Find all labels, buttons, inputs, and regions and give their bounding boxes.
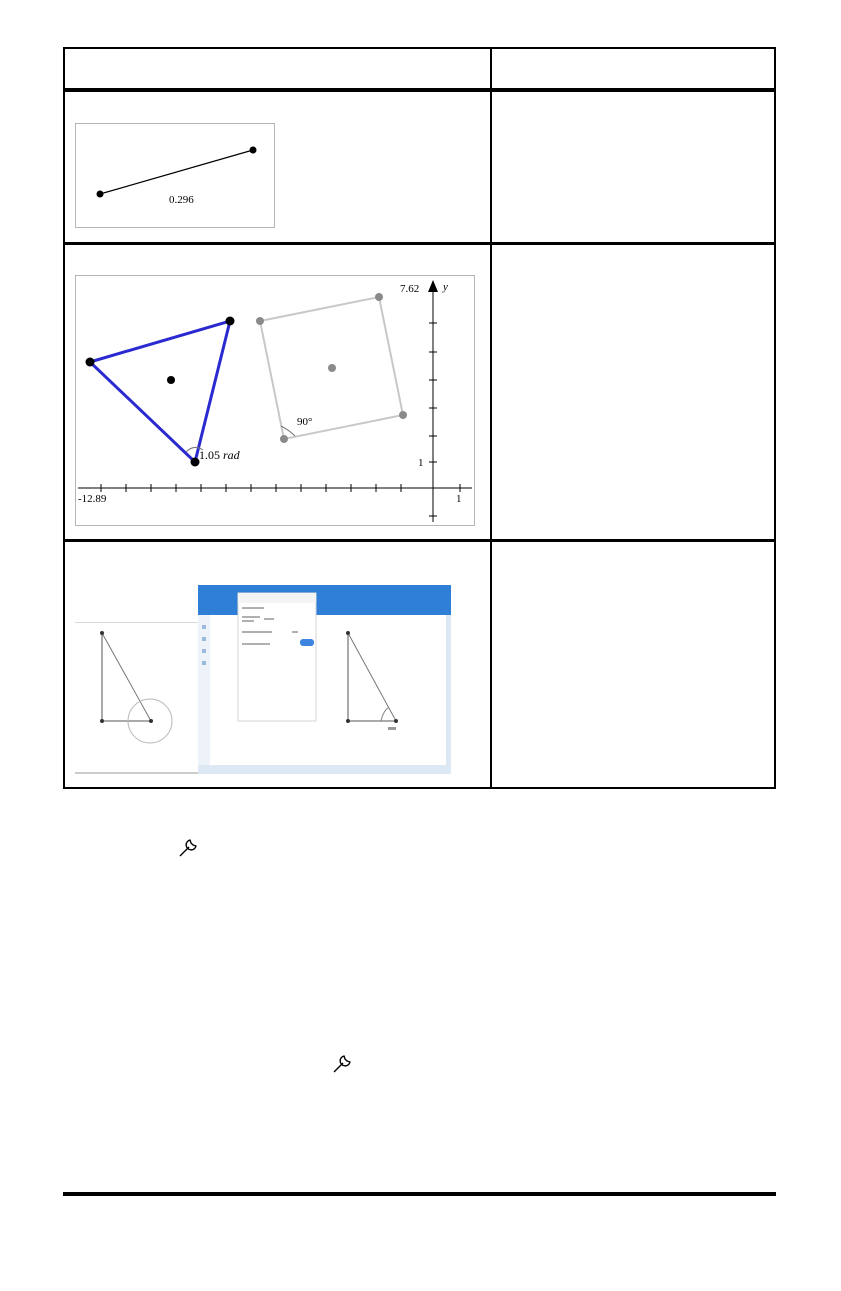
footer-rule bbox=[63, 1192, 776, 1196]
table-row-rule bbox=[63, 242, 776, 245]
app-left-view bbox=[75, 622, 199, 775]
table-row-rule bbox=[63, 539, 776, 542]
angle-radian-label: 1.05 rad bbox=[199, 448, 240, 462]
x-min-label: -12.89 bbox=[78, 493, 107, 505]
triangle bbox=[90, 321, 230, 462]
triangle-vertex bbox=[86, 358, 95, 367]
table-header-rule bbox=[63, 88, 776, 92]
y-axis-arrow bbox=[428, 280, 438, 292]
app-left-svg bbox=[75, 623, 199, 775]
x-one-label: 1 bbox=[456, 493, 462, 505]
wrench-icon bbox=[330, 1052, 354, 1076]
square-vertex bbox=[280, 435, 288, 443]
app-header-bar bbox=[198, 585, 451, 615]
y-one-label: 1 bbox=[418, 457, 424, 469]
angle-degree-label: 90° bbox=[297, 416, 313, 428]
segment-endpoint bbox=[250, 147, 257, 154]
table-right-border bbox=[774, 47, 776, 789]
square-vertex bbox=[399, 411, 407, 419]
square-vertex bbox=[256, 317, 264, 325]
segment-endpoint bbox=[97, 191, 104, 198]
settings-dialog bbox=[238, 593, 316, 721]
segment-figure bbox=[75, 123, 275, 228]
geometry-svg bbox=[76, 276, 474, 525]
table-top-border bbox=[63, 47, 776, 49]
triangle-centroid bbox=[167, 376, 175, 384]
table-column-divider bbox=[490, 47, 492, 789]
triangle-vertex bbox=[226, 317, 235, 326]
table-left-border bbox=[63, 47, 65, 789]
square-center bbox=[328, 364, 336, 372]
y-axis-label: y bbox=[443, 281, 448, 293]
geometry-figure bbox=[75, 275, 475, 526]
segment-svg bbox=[76, 124, 274, 227]
toggle-switch bbox=[300, 639, 314, 646]
y-max-label: 7.62 bbox=[400, 283, 420, 295]
segment-length-label: 0.296 bbox=[169, 194, 194, 206]
app-right-view bbox=[198, 585, 451, 774]
table-bottom-border bbox=[63, 787, 776, 789]
segment-line bbox=[100, 150, 253, 194]
square-vertex bbox=[375, 293, 383, 301]
app-screenshot-svg bbox=[198, 585, 451, 774]
wrench-icon bbox=[176, 836, 200, 860]
